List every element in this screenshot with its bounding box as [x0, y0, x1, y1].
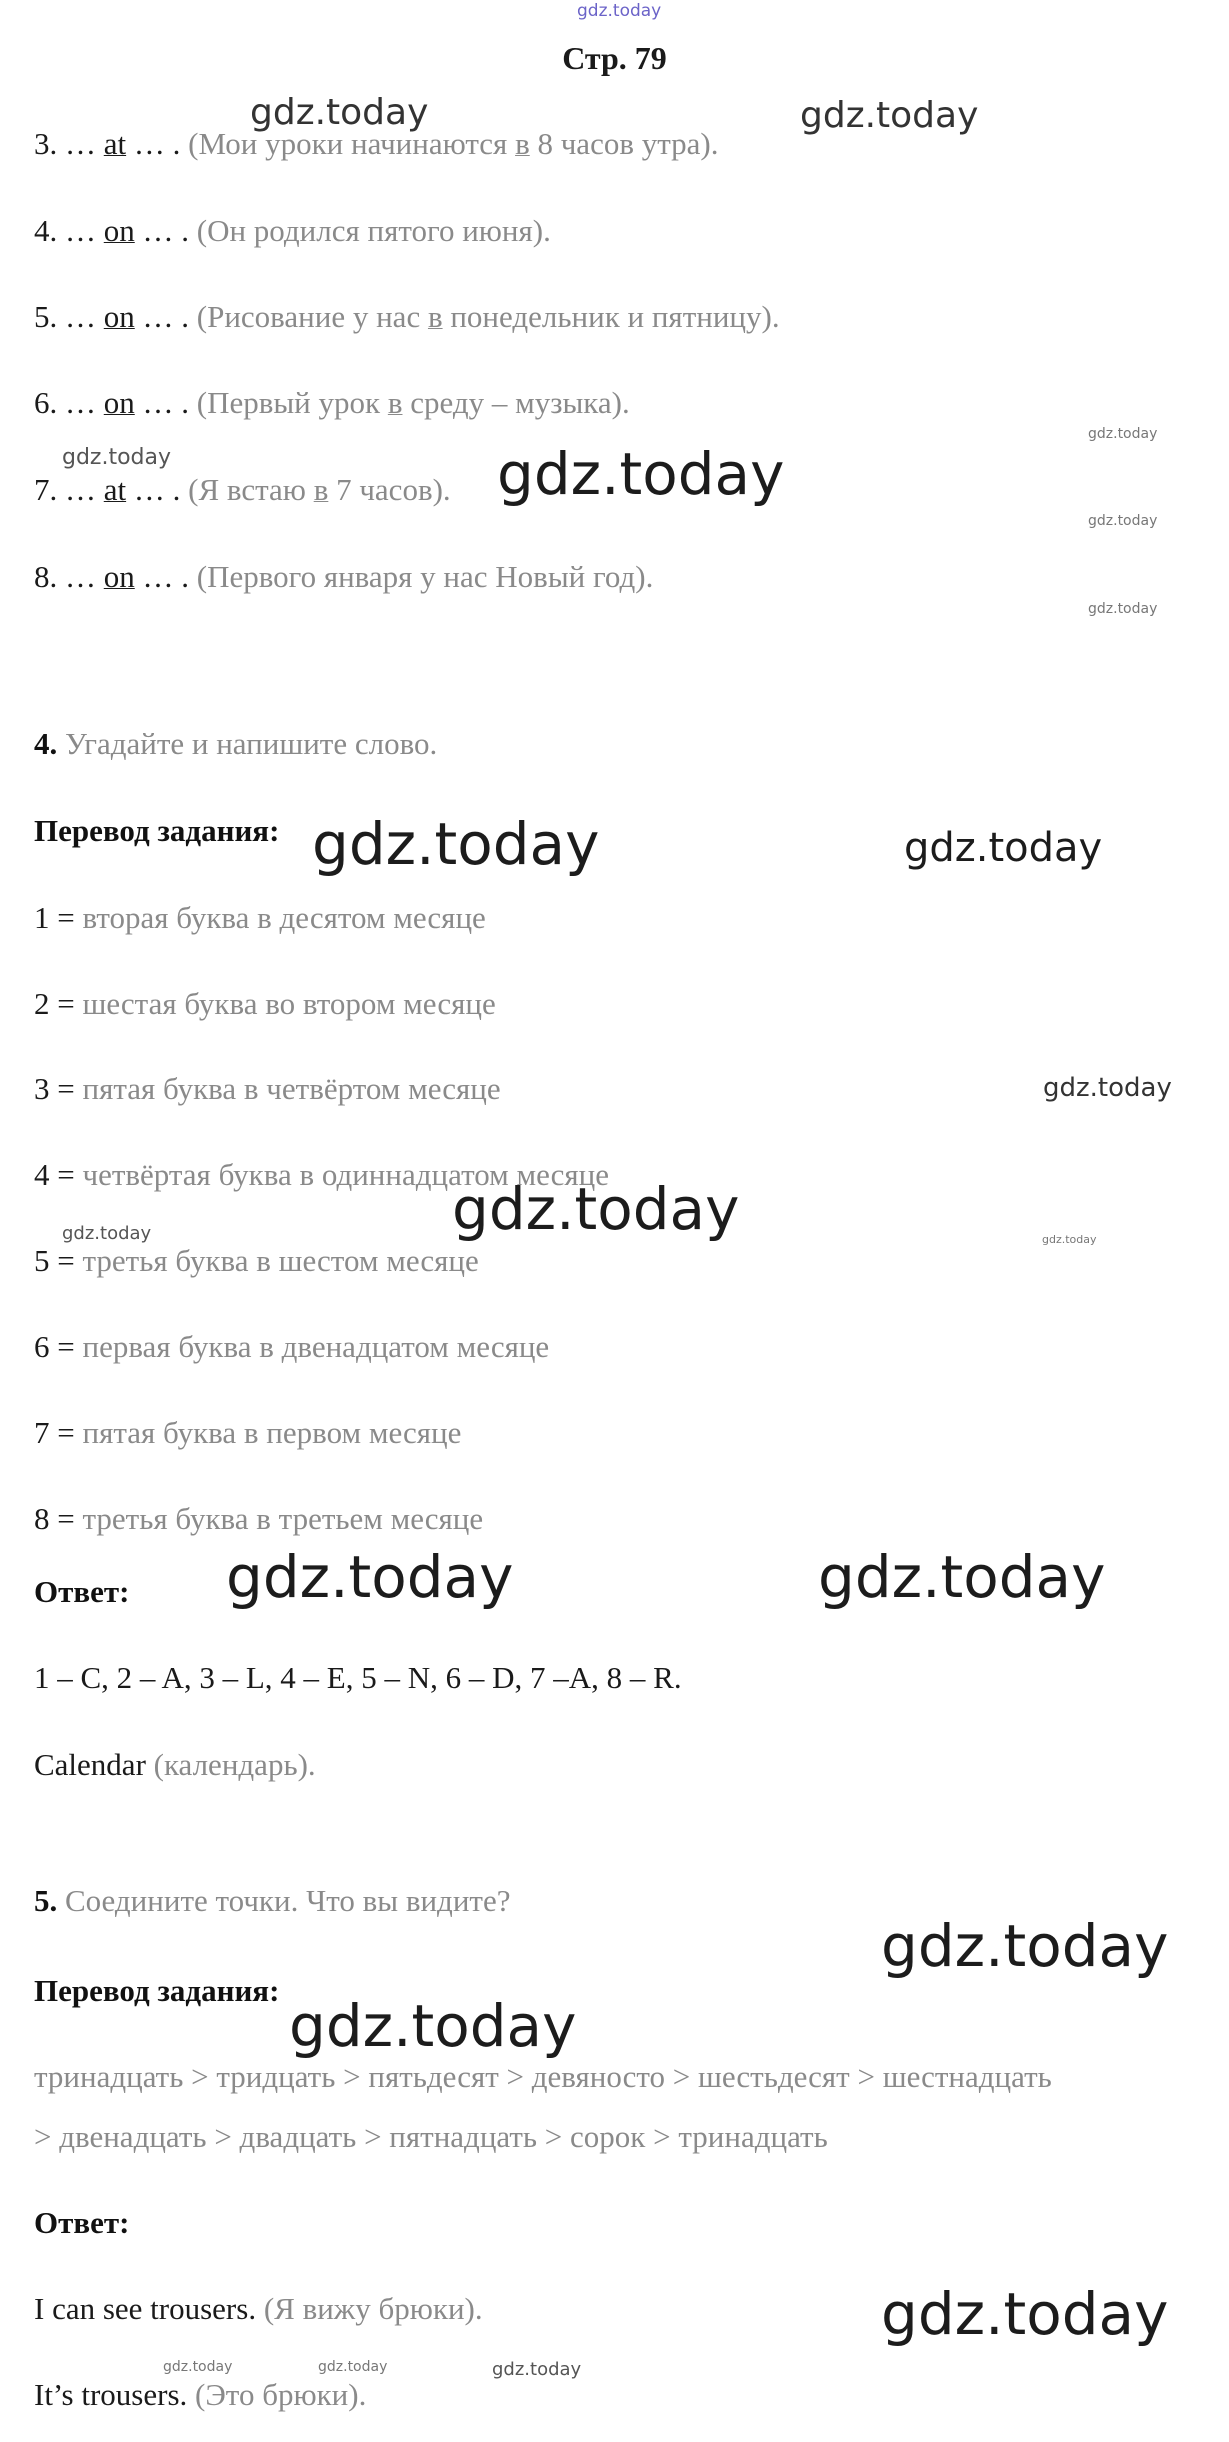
- ellipsis: … .: [134, 559, 197, 594]
- translation-part: (Первого января у нас Новый год).: [196, 559, 654, 594]
- underlined-preposition: в: [515, 126, 530, 161]
- ellipsis: … .: [134, 213, 197, 248]
- answer-letters: 1 – C, 2 – A, 3 – L, 4 – E, 5 – N, 6 – D, 7 –A, 8 – R.: [34, 1660, 682, 1695]
- sequence-line-2: > двенадцать > двадцать > пятнадцать > сорок > тринадцать: [34, 2119, 828, 2154]
- watermark: gdz.today: [1088, 513, 1158, 529]
- translation-part: среду – музыка).: [402, 385, 630, 420]
- translation-part: (Первый урок: [196, 385, 388, 420]
- translation-part: 7 часов).: [328, 472, 451, 507]
- exercise-3-line: [34, 301, 780, 332]
- item-number: 4 =: [34, 1157, 75, 1192]
- page-title: Стр. 79: [562, 40, 667, 76]
- watermark: gdz.today: [1042, 1233, 1097, 1246]
- item-text: шестая буква во втором месяце: [74, 986, 496, 1021]
- translation-label: Перевод задания:: [34, 813, 280, 848]
- translation-part: 8 часов утра).: [529, 126, 719, 161]
- exercise-5-heading: [34, 1885, 511, 1916]
- answer-line-2: [34, 2379, 366, 2410]
- item-text: пятая буква в первом месяце: [74, 1415, 462, 1450]
- ellipsis: …: [57, 472, 104, 507]
- item-number: 6 =: [34, 1329, 75, 1364]
- watermark: gdz.today: [1043, 1073, 1172, 1103]
- item-text: третья буква в шестом месяце: [74, 1243, 479, 1278]
- answer-label: Ответ:: [34, 2205, 130, 2240]
- ellipsis: …: [57, 126, 104, 161]
- answer-preposition: on: [103, 559, 135, 594]
- translation-part: (Он родился пятого июня).: [196, 213, 551, 248]
- translation: [197, 559, 654, 594]
- translation: [197, 385, 630, 420]
- exercise-task: Угадайте и напишите слово.: [57, 726, 438, 761]
- watermark: gdz.today: [818, 1543, 1106, 1611]
- line-number: 7.: [34, 472, 58, 507]
- ellipsis: …: [57, 299, 104, 334]
- watermark: gdz.today: [318, 2359, 388, 2375]
- exercise-3-line: [34, 474, 451, 505]
- translation-label: Перевод задания:: [34, 1973, 280, 2008]
- item-number: 1 =: [34, 900, 75, 935]
- riddle-item: [34, 902, 486, 933]
- exercise-task: Соедините точки. Что вы видите?: [57, 1883, 511, 1918]
- item-text: третья буква в третьем месяце: [74, 1501, 484, 1536]
- sequence-line-1: тринадцать > тридцать > пятьдесят > девяносто > шестьдесят > шестнадцать: [34, 2059, 1052, 2094]
- watermark: gdz.today: [881, 2280, 1169, 2348]
- riddle-item: [34, 1503, 483, 1534]
- item-number: 5 =: [34, 1243, 75, 1278]
- answer-label: Ответ:: [34, 1574, 130, 1609]
- translation: [188, 472, 451, 507]
- watermark: gdz.today: [881, 1912, 1169, 1980]
- answer-word: Calendar: [34, 1747, 146, 1782]
- answer-ru: (Я вижу брюки).: [256, 2291, 483, 2326]
- exercise-number: 4.: [34, 726, 58, 761]
- translation-part: (Я встаю: [188, 472, 314, 507]
- item-number: 2 =: [34, 986, 75, 1021]
- answer-preposition: at: [103, 472, 127, 507]
- watermark: gdz.today: [250, 92, 429, 133]
- answer-word-line: [34, 1749, 316, 1780]
- underlined-preposition: в: [313, 472, 329, 507]
- item-number: 8 =: [34, 1501, 75, 1536]
- item-text: четвёртая буква в одиннадцатом месяце: [74, 1157, 609, 1192]
- item-text: первая буква в двенадцатом месяце: [74, 1329, 550, 1364]
- watermark: gdz.today: [62, 445, 172, 470]
- line-number: 4.: [34, 213, 58, 248]
- watermark: gdz.today: [904, 825, 1103, 871]
- translation-part: (Мои уроки начинаются: [188, 126, 516, 161]
- watermark: gdz.today: [492, 2359, 582, 2380]
- answer-line-1: [34, 2293, 483, 2324]
- item-number: 7 =: [34, 1415, 75, 1450]
- underlined-preposition: в: [427, 299, 443, 334]
- ellipsis: … .: [134, 299, 197, 334]
- exercise-3-line: [34, 561, 653, 592]
- translation-part: (Рисование у нас: [196, 299, 428, 334]
- underlined-preposition: в: [387, 385, 403, 420]
- exercise-3-line: [34, 215, 551, 246]
- answer-ru: (Это брюки).: [187, 2377, 367, 2412]
- answer-preposition: on: [103, 299, 135, 334]
- translation-part: понедельник и пятницу).: [442, 299, 780, 334]
- item-number: 3 =: [34, 1071, 75, 1106]
- exercise-3-line: [34, 387, 630, 418]
- watermark: gdz.today: [62, 1223, 152, 1244]
- ellipsis: … .: [126, 126, 189, 161]
- watermark: gdz.today: [312, 810, 600, 878]
- translation: [197, 213, 551, 248]
- watermark-top: gdz.today: [577, 1, 662, 21]
- line-number: 3.: [34, 126, 58, 161]
- watermark: gdz.today: [289, 1992, 577, 2060]
- watermark: gdz.today: [163, 2359, 233, 2375]
- exercise-4-heading: [34, 728, 437, 759]
- watermark: gdz.today: [1088, 426, 1158, 442]
- exercise-number: 5.: [34, 1883, 58, 1918]
- item-text: пятая буква в четвёртом месяце: [74, 1071, 501, 1106]
- ellipsis: …: [57, 213, 104, 248]
- answer-en: It’s trousers.: [34, 2377, 188, 2412]
- riddle-item: [34, 988, 496, 1019]
- watermark: gdz.today: [226, 1543, 514, 1611]
- ellipsis: …: [57, 385, 104, 420]
- line-number: 6.: [34, 385, 58, 420]
- line-number: 5.: [34, 299, 58, 334]
- item-text: вторая буква в десятом месяце: [74, 900, 486, 935]
- answer-preposition: on: [103, 213, 135, 248]
- riddle-item: [34, 1417, 461, 1448]
- watermark: gdz.today: [452, 1175, 740, 1243]
- riddle-item: [34, 1073, 501, 1104]
- translation: [197, 299, 780, 334]
- ellipsis: … .: [126, 472, 189, 507]
- watermark: gdz.today: [1088, 601, 1158, 617]
- ellipsis: … .: [134, 385, 197, 420]
- answer-en: I can see trousers.: [34, 2291, 257, 2326]
- answer-preposition: at: [103, 126, 127, 161]
- riddle-item: [34, 1245, 479, 1276]
- watermark: gdz.today: [800, 95, 979, 136]
- watermark: gdz.today: [497, 440, 785, 508]
- answer-word-translation: (календарь).: [145, 1747, 316, 1782]
- line-number: 8.: [34, 559, 58, 594]
- ellipsis: …: [57, 559, 104, 594]
- riddle-item: [34, 1331, 549, 1362]
- answer-preposition: on: [103, 385, 135, 420]
